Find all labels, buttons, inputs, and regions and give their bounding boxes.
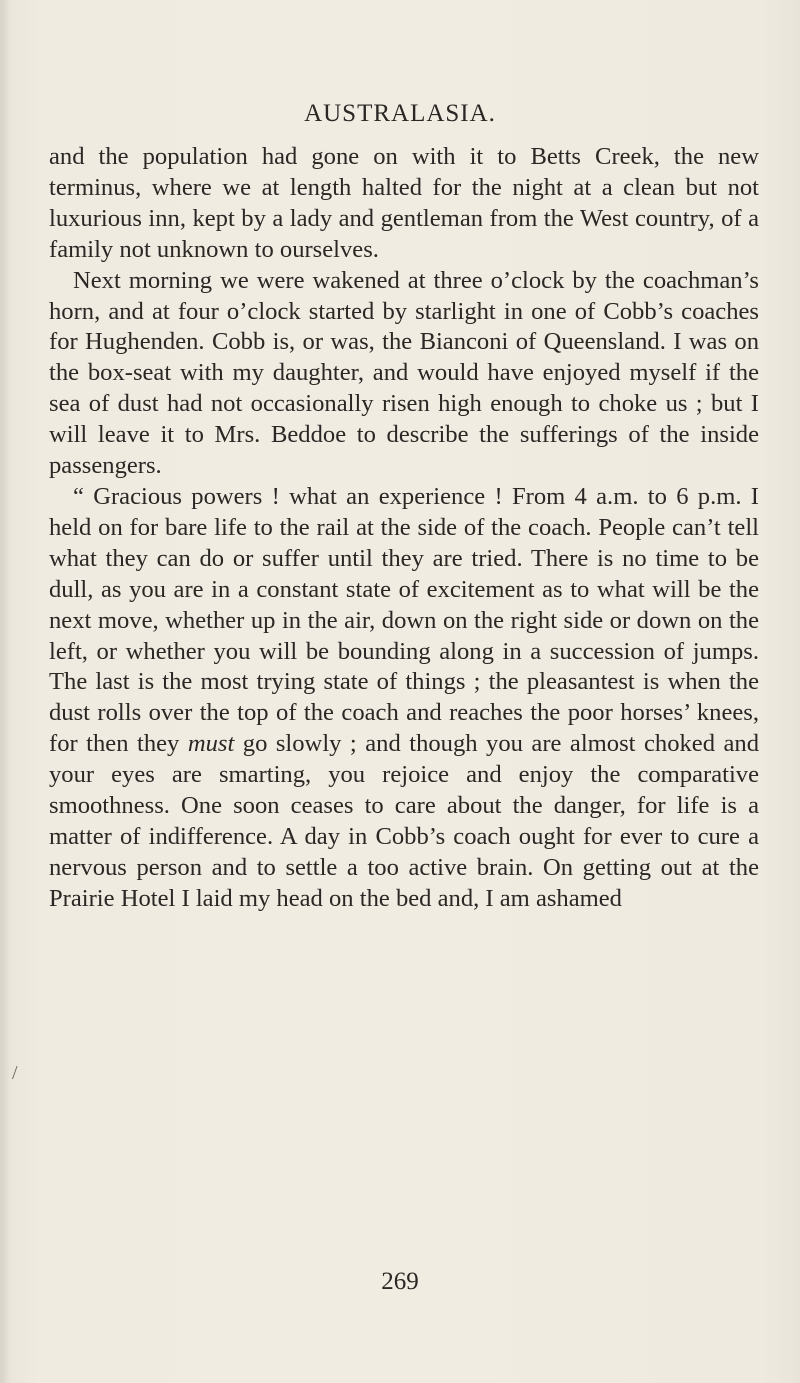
body-text: [49, 142, 759, 915]
paragraph: [49, 266, 759, 482]
paragraph: [49, 482, 759, 915]
running-head: AUSTRALASIA.: [304, 100, 496, 127]
text-segment: Next morning we were wakened at three o’clock by the coachman’s horn, and at four o’clock started by starlight in one of Cobb’s coaches for Hughenden. Cobb is, or was, the Bianconi of Queensland. I was on the box-seat with my daughter, and would have enjoyed myself if the sea of dust had not occasionally risen high enough to choke us ; but I will leave it to Mrs. Beddoe to describe the sufferings of the inside passengers.: [49, 266, 759, 480]
page-number: 269: [381, 1268, 419, 1295]
paragraph: [49, 142, 759, 266]
text-segment: go slowly ; and though you are almost choked and your eyes are smarting, you rejoice and enjoy the comparative smoothness. One soon ceases to care about the danger, for life is a matter of indifference. A day in Cobb’s coach ought for ever to cure a nervous person and to settle a too active brain. On getting out at the Prairie Hotel I laid my head on the bed and, I am ashamed: [49, 730, 760, 912]
binding-shadow: [0, 0, 10, 1383]
text-segment: and the population had gone on with it to Betts Creek, the new terminus, where we at length halted for the night at a clean but not luxurious inn, kept by a lady and gentleman from the West country, of a family not unknown to ourselves.: [49, 143, 759, 263]
emphasis-text: must: [187, 730, 235, 758]
text-segment: “ Gracious powers ! what an experience ! From 4 a.m. to 6 p.m. I held on for bare life to the rail at the side of the coach. People can’t tell what they can do or suffer until they are tried. There is no time to be dull, as you are in a constant state of excitement as to what will be the next move, whether up in the air, down on the right side or down on the left, or whether you will be bounding along in a succession of jumps. The last is the most trying state of things ; the pleasantest is when the dust rolls over the top of the coach and reaches the poor horses’ knees, for then they: [49, 482, 759, 758]
margin-pencil-mark: /: [12, 1062, 18, 1084]
